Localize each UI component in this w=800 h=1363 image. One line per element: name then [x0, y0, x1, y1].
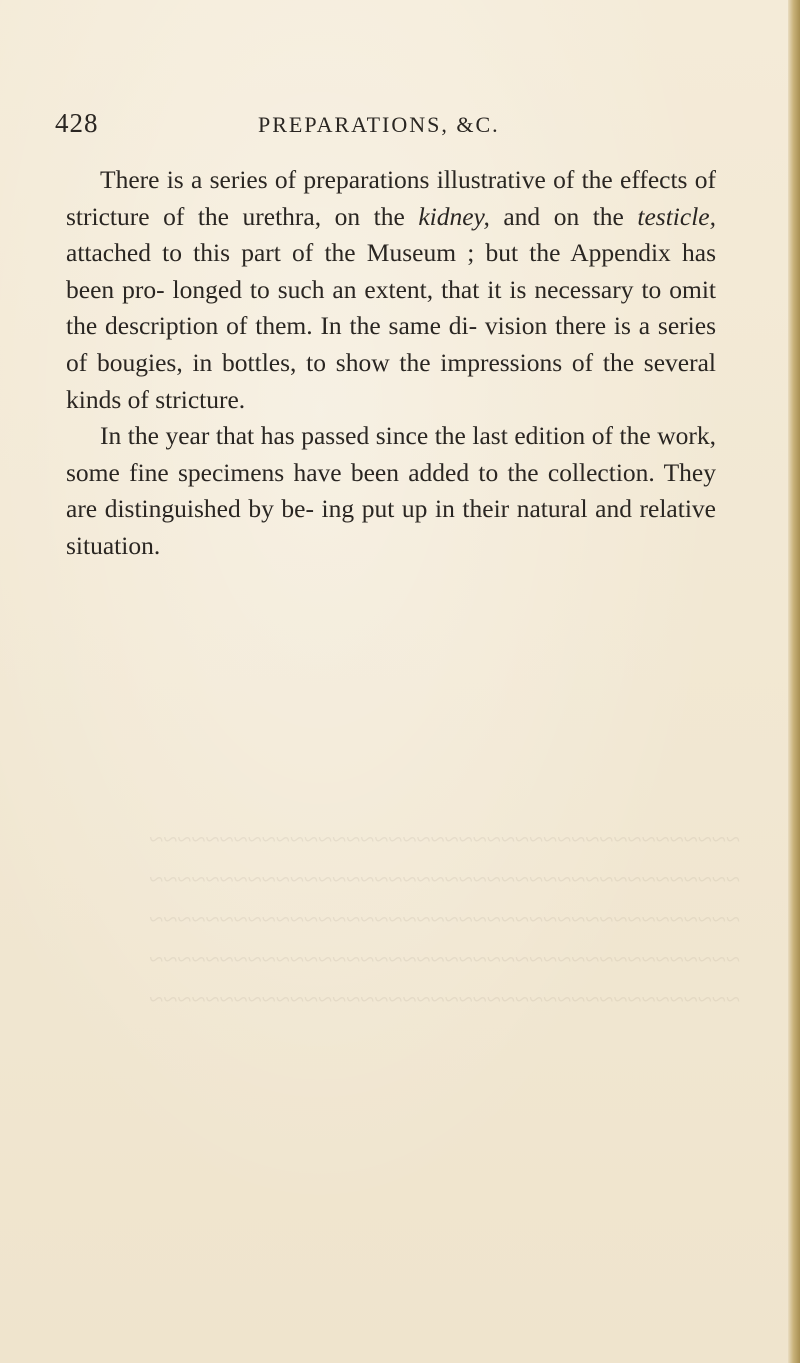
- running-head: PREPARATIONS, &C.: [258, 112, 500, 137]
- paragraph-1: [66, 162, 716, 418]
- page-number: 428: [55, 108, 99, 138]
- kidney-italic: kidney,: [418, 201, 490, 231]
- paragraph-1-text-b: and on the: [489, 201, 638, 231]
- paragraph-1-text-a: There is a series of preparations illustrative of the effects of stricture of the urethra, on the: [66, 165, 716, 231]
- body-text: [66, 162, 716, 565]
- page-header: [55, 108, 755, 144]
- page-edge: [788, 0, 800, 1363]
- testicle-italic: testicle,: [637, 201, 716, 231]
- paragraph-2: In the year that has passed since the last edition of the work, some fine specimens have been added to the collection. They are distinguished by be- ing put up in their natural and relative situation.: [66, 421, 716, 560]
- paragraph-1-text-c: attached to this part of the Museum ; but the Appendix has been pro- longed to such an extent, that it is necessary to omit the description of them. In the same di- vision there is a series of bougies, in bottles, to show the impressions of the several kinds of stricture.: [66, 238, 716, 414]
- show-through-texture: ~~~~~~~~~~~~~~~~~~~~~~~~~~~~~~~~~~~~~~~~~~ ~~~~~~~~~~~~~~~~~~~~~~~~~~~~~~~~~~~~~~~~~~ ~~~~~~~~~~~~~~~~~~~~~~~~~~~~~~~~~~~~~~~~~~ ~~~~~~~~~~~~~~~~~~~~~~~~~~~~~~~~~~~~~~~~~~ ~~~~~~~~~~~~~~~~~~~~~~~~~~~~~~~~~~~~~~~~~~: [149, 825, 740, 1014]
